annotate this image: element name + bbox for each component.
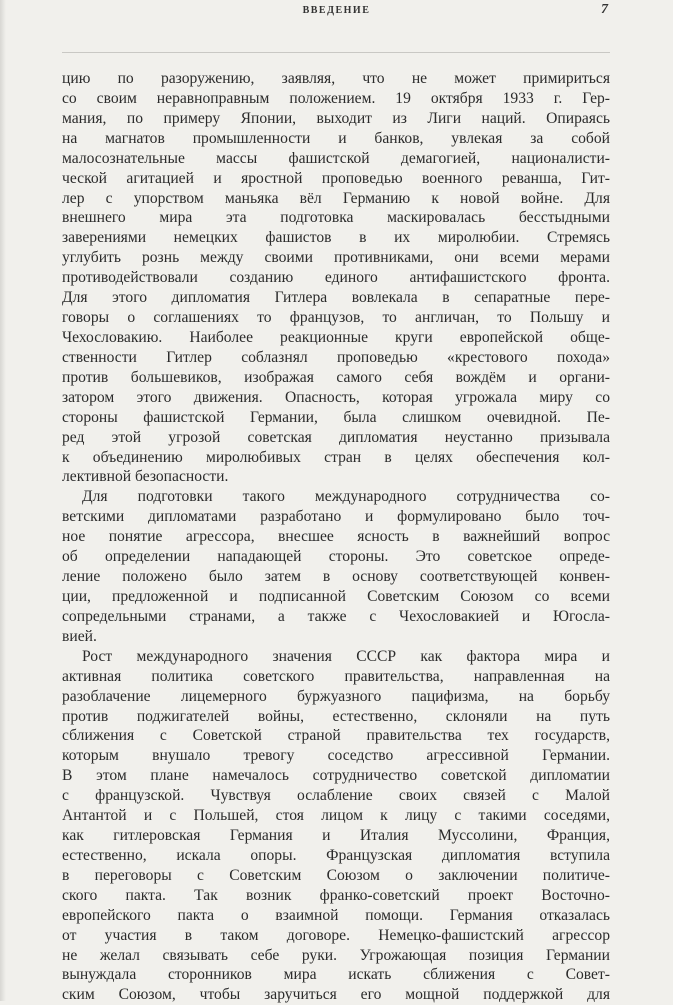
text-line: лективной безопасности. — [62, 468, 229, 486]
text-line: Для подготовки такого международного сотрудничества со- — [82, 488, 610, 506]
text-line: к объединению миролюбивых стран в целях обеспечения кол- — [62, 448, 610, 466]
text-line: ветскими дипломатами разработано и формулировано было точ- — [62, 508, 610, 526]
text-line: европейского пакта о взаимной помощи. Германия отказалась — [62, 906, 610, 924]
text-line: которым внушало тревогу соседство агрессивной Германии. — [62, 747, 610, 765]
paragraph — [62, 69, 610, 487]
text-line: против большевиков, изображая самого себя вождём и органи- — [62, 368, 610, 386]
text-line: стороны фашистской Германии, была слишком очевидной. Пе- — [62, 408, 610, 426]
text-line: говоры о соглашениях то французов, то англичан, то Польшу и — [62, 309, 610, 327]
text-line: вынуждала сторонников мира искать сближения с Совет- — [62, 966, 610, 984]
text-line: ственности Гитлер соблазнял проповедью «крестового похода» — [62, 348, 610, 366]
text-line: сопредельными странами, а также с Чехословакией и Югосла- — [62, 607, 610, 625]
text-line: ление положено было затем в основу соответствующей конвен- — [62, 568, 610, 586]
text-line: в переговоры с Советским Союзом о заключении политиче- — [62, 866, 610, 884]
text-line: ского пакта. Так возник франко-советский проект Восточно- — [62, 886, 610, 904]
text-line: В этом плане намечалось сотрудничество советской дипломатии — [62, 767, 610, 785]
text-line: противодействовали созданию единого антифашистского фронта. — [62, 269, 610, 287]
text-line: сближения с Советской страной правительства тех государств, — [62, 727, 610, 745]
text-line: естественно, искала опоры. Французская дипломатия вступила — [62, 846, 610, 864]
text-line: лер с упорством маньяка вёл Германию к новой войне. Для — [62, 189, 610, 207]
text-line: ским Союзом, чтобы заручиться его мощной поддержкой для — [62, 986, 610, 1004]
text-line: мания, по примеру Японии, выходит из Лиги наций. Опираясь — [62, 109, 610, 127]
text-line: заверениями немецких фашистов в их миролюбии. Стремясь — [62, 229, 610, 247]
page-number: 7 — [601, 2, 608, 17]
running-title: ВВЕДЕНИЕ — [302, 5, 371, 16]
text-line: на магнатов промышленности и банков, увлекая за собой — [62, 129, 610, 147]
text-line: ции, предложенной и подписанной Советским Союзом со всеми — [62, 587, 610, 605]
text-line: затором этого движения. Опасность, которая угрожала миру со — [62, 388, 610, 406]
text-line: ное понятие агрессора, внесшее ясность в важнейший вопрос — [62, 528, 610, 546]
text-line: не желал связывать себе руки. Угрожающая позиция Германии — [62, 946, 610, 964]
text-line: от участия в таком договоре. Немецко-фашистский агрессор — [62, 926, 610, 944]
paragraph — [62, 487, 610, 646]
text-line: углубить рознь между своими противниками, они всеми мерами — [62, 249, 610, 267]
text-line: как гитлеровская Германия и Италия Муссолини, Франция, — [62, 827, 610, 845]
text-line: Чехословакию. Наиболее реакционные круги европейской обще- — [62, 328, 610, 346]
text-line: ческой агитацией и яростной проповедью военного реванша, Гит- — [62, 169, 610, 187]
text-line: малосознательные массы фашистской демагогией, националисти- — [62, 149, 610, 167]
text-line: против поджигателей войны, естественно, склоняли на путь — [62, 707, 610, 725]
header-rule — [62, 52, 610, 53]
text-line: с французской. Чувствуя ослабление своих связей с Малой — [62, 787, 610, 805]
text-line: об определении нападающей стороны. Это советское опреде- — [62, 548, 610, 566]
text-line: ред этой угрозой советская дипломатия неустанно призывала — [62, 428, 610, 446]
text-line: разоблачение лицемерного буржуазного пацифизма, на борьбу — [62, 687, 610, 705]
text-line: Антантой и с Польшей, стоя лицом к лицу с такими соседями, — [62, 807, 610, 825]
text-line: активная политика советского правительства, направленная на — [62, 667, 610, 685]
text-line: Для этого дипломатия Гитлера вовлекала в сепаратные пере- — [62, 289, 610, 307]
text-line: цию по разоружению, заявляя, что не может примириться — [62, 70, 610, 87]
body-text — [62, 69, 610, 1005]
paragraph — [62, 647, 610, 1005]
text-line: со своим неравноправным положением. 19 октября 1933 г. Гер- — [62, 89, 610, 107]
page-edge-shadow — [0, 0, 6, 1001]
text-line: Рост международного значения СССР как фактора мира и — [82, 647, 610, 665]
text-line: внешнего мира эта подготовка маскировалась бесстыдными — [62, 209, 610, 227]
text-line: вией. — [62, 627, 97, 645]
